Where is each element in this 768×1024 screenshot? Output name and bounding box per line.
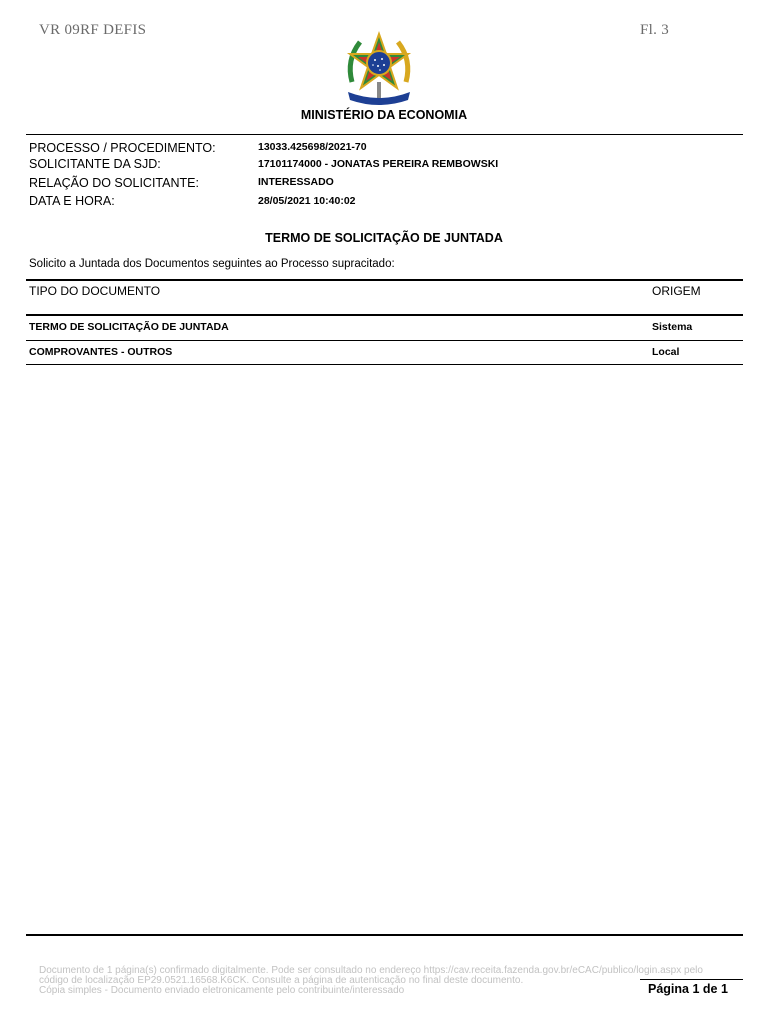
authentication-notice [39, 966, 739, 996]
table-row-1-origem: Sistema [652, 321, 693, 333]
authentication-notice-line-3: Cópia simples - Documento enviado eletronicamente pelo contribuinte/interessado [39, 985, 405, 996]
relation-label: RELAÇÃO DO SOLICITANTE: [29, 176, 199, 190]
ministry-name: MINISTÉRIO DA ECONOMIA [300, 108, 468, 122]
page-number: Página 1 de 1 [648, 982, 728, 996]
header-divider [26, 134, 743, 135]
document-title: TERMO DE SOLICITAÇÃO DE JUNTADA [265, 231, 503, 245]
process-label: PROCESSO / PROCEDIMENTO: [29, 141, 216, 155]
table-row-2-tipo: COMPROVANTES - OUTROS [29, 346, 173, 358]
brazil-coat-of-arms-icon [342, 30, 416, 110]
process-value: 13033.425698/2021-70 [258, 141, 367, 153]
table-row-2-origem: Local [652, 346, 680, 358]
authentication-notice-line-2: código de localização EP29.0521.16568.K6CK. Consulte a página de autenticação no final deste documento. [39, 975, 524, 986]
authentication-notice-line-1: Documento de 1 página(s) confirmado digitalmente. Pode ser consultado no endereço https://cav.receita.fazenda.gov.br/eCAC/publico/login.aspx pelo [39, 965, 703, 976]
datetime-value: 28/05/2021 10:40:02 [258, 195, 356, 207]
folio-stamp: Fl. 3 [640, 22, 670, 38]
table-bottom-rule [26, 364, 743, 365]
footer-top-rule [26, 934, 743, 936]
table-top-rule [26, 279, 743, 281]
page-number-rule [640, 979, 743, 980]
table-header-rule [26, 314, 743, 316]
requester-value: 17101174000 - JONATAS PEREIRA REMBOWSKI [258, 158, 499, 170]
column-header-tipo: TIPO DO DOCUMENTO [29, 284, 161, 298]
document-intro: Solicito a Juntada dos Documentos seguintes ao Processo supracitado: [29, 258, 395, 270]
stamp-left: VR 09RF DEFIS [39, 22, 147, 38]
relation-value: INTERESSADO [258, 176, 334, 188]
column-header-origem: ORIGEM [652, 284, 701, 298]
datetime-label: DATA E HORA: [29, 194, 115, 208]
requester-label: SOLICITANTE DA SJD: [29, 157, 161, 171]
table-row-divider [26, 340, 743, 341]
table-row-1-tipo: TERMO DE SOLICITAÇÃO DE JUNTADA [29, 321, 229, 333]
